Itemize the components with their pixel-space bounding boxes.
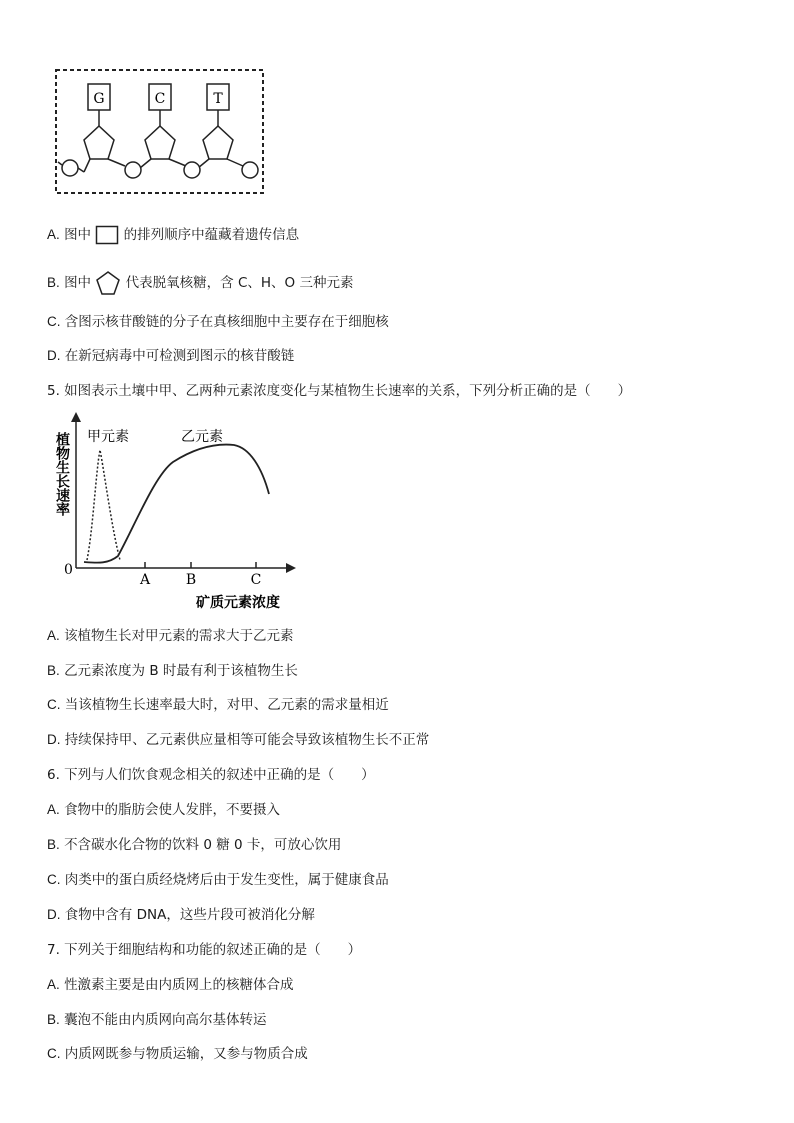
q5-option-d: [47, 731, 429, 749]
question-stem: 5. 如图表示土壤中甲、乙两种元素浓度变化与某植物生长速率的关系，下列分析正确的是（ ）: [47, 383, 632, 399]
deoxyribose-pentagon: [84, 126, 114, 159]
option-text: 该植物生长对甲元素的需求大于乙元素: [64, 628, 294, 644]
y-axis-label: 植物生长速率: [54, 432, 70, 516]
option-letter: A.: [47, 977, 60, 992]
question-stem: 7. 下列关于细胞结构和功能的叙述正确的是（ ）: [47, 942, 362, 958]
element-growth-chart: [50, 410, 310, 615]
option-text: 乙元素浓度为 B 时最有利于该植物生长: [64, 663, 298, 679]
x-tick-label: A: [139, 572, 151, 588]
q5-option-b: [47, 662, 298, 680]
option-text: 不含碳水化合物的饮料 0 糖 0 卡，可放心饮用: [64, 837, 342, 853]
q7-option-c: [47, 1045, 308, 1063]
q5-stem: [47, 382, 631, 400]
option-text: 食物中含有 DNA，这些片段可被消化分解: [64, 907, 315, 923]
deoxyribose-pentagon: [145, 126, 175, 159]
option-text: 性激素主要是由内质网上的核糖体合成: [64, 977, 294, 993]
option-text: 当该植物生长速率最大时，对甲、乙元素的需求量相近: [64, 697, 389, 713]
q4-option-a: [47, 225, 299, 245]
series-line-yi: [84, 445, 269, 563]
nucleotide-unit: [198, 84, 243, 168]
option-letter: B.: [47, 1012, 60, 1027]
option-letter: B.: [47, 663, 60, 678]
option-text: 含图示核苷酸链的分子在真核细胞中主要存在于细胞核: [64, 314, 389, 330]
option-text-before: 图中: [64, 275, 92, 291]
option-text-before: 图中: [64, 227, 92, 243]
x-axis-label: 矿质元素浓度: [196, 595, 280, 611]
nucleotide-unit: [84, 84, 125, 172]
q6-option-d: [47, 906, 315, 924]
option-text: 内质网既参与物质运输，又参与物质合成: [64, 1046, 308, 1062]
y-axis-arrow: [71, 412, 81, 422]
origin-label: 0: [64, 562, 73, 578]
phosphate-circle: [125, 162, 141, 178]
q4-option-c: [47, 313, 389, 331]
option-text: 肉类中的蛋白质经烧烤后由于发生变性，属于健康食品: [64, 872, 389, 888]
q5-option-c: [47, 696, 389, 714]
base-label: C: [154, 91, 166, 107]
base-label: T: [213, 91, 223, 107]
phosphate-circle: [242, 162, 258, 178]
series-label-jia: 甲元素: [87, 429, 129, 445]
option-letter: D.: [47, 348, 61, 363]
option-text: 食物中的脂肪会使人发胖，不要摄入: [64, 802, 281, 818]
q7-option-a: [47, 976, 294, 994]
option-letter: B.: [47, 837, 60, 852]
q4-option-b: [47, 270, 353, 296]
base-square-icon: [95, 225, 119, 245]
option-text: 囊泡不能由内质网向高尔基体转运: [64, 1012, 267, 1028]
phosphate-circle: [62, 160, 78, 176]
option-letter: C.: [47, 872, 61, 887]
phosphate-circle: [184, 162, 200, 178]
series-label-yi: 乙元素: [181, 429, 223, 445]
option-letter: A.: [47, 628, 60, 643]
option-letter: C.: [47, 314, 61, 329]
q6-option-a: [47, 801, 280, 819]
option-letter: A.: [47, 802, 60, 817]
option-letter: D.: [47, 732, 61, 747]
option-letter: A.: [47, 227, 60, 242]
option-text: 在新冠病毒中可检测到图示的核苷酸链: [64, 348, 295, 364]
option-text: 持续保持甲、乙元素供应量相等可能会导致该植物生长不正常: [64, 732, 430, 748]
q5-option-a: [47, 627, 294, 645]
nucleotide-chain-diagram: [50, 64, 270, 200]
q6-option-b: [47, 836, 341, 854]
option-letter: D.: [47, 907, 61, 922]
nucleotide-unit: [140, 84, 186, 168]
option-text-after: 代表脱氧核糖，含 C、H、O 三种元素: [125, 275, 354, 291]
series-line-jia: [87, 450, 120, 560]
x-tick-label: B: [185, 572, 197, 588]
x-axis-arrow: [286, 563, 296, 573]
q6-stem: [47, 766, 375, 784]
base-label: G: [93, 91, 105, 107]
deoxyribose-pentagon: [203, 126, 233, 159]
question-stem: 6. 下列与人们饮食观念相关的叙述中正确的是（ ）: [47, 767, 375, 783]
option-text-after: 的排列顺序中蕴藏着遗传信息: [123, 227, 300, 243]
q7-option-b: [47, 1011, 267, 1029]
q6-option-c: [47, 871, 389, 889]
q4-option-d: [47, 347, 294, 365]
q7-stem: [47, 941, 361, 959]
option-letter: C.: [47, 697, 61, 712]
pentagon-icon: [95, 270, 121, 296]
x-tick-label: C: [250, 572, 262, 588]
option-letter: B.: [47, 275, 60, 290]
option-letter: C.: [47, 1046, 61, 1061]
